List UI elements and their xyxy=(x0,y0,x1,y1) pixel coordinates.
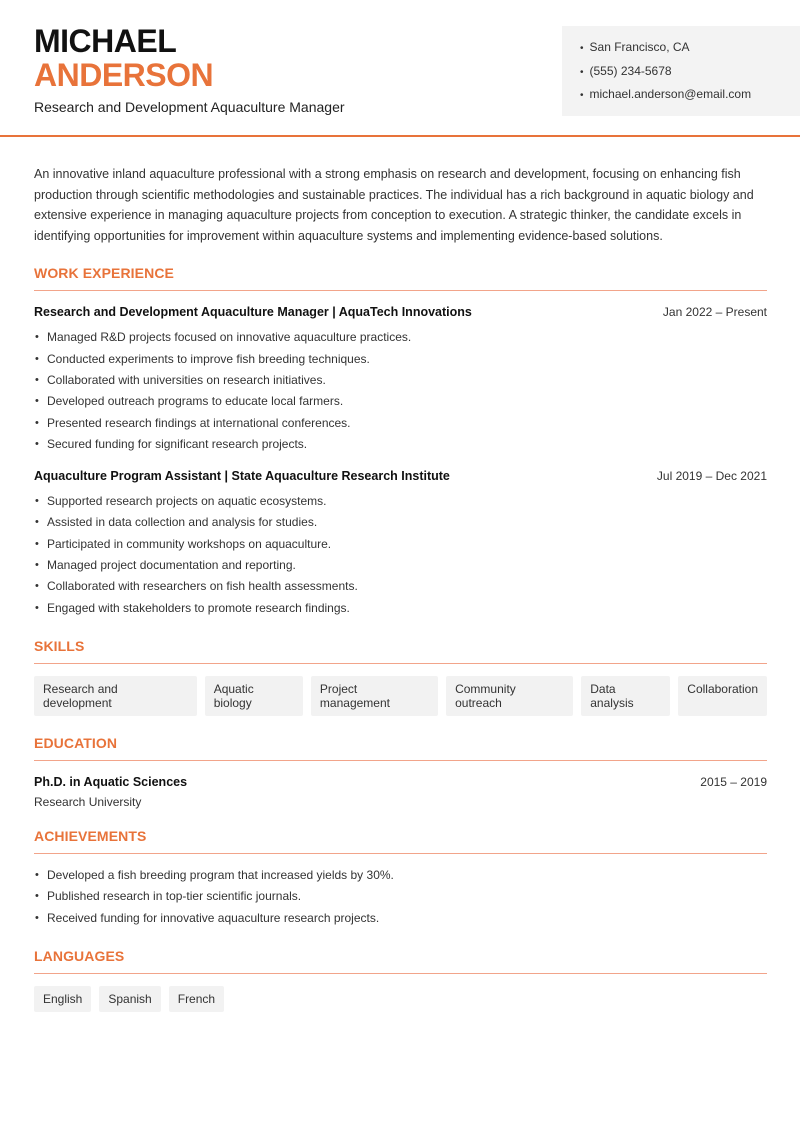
section-heading: WORK EXPERIENCE xyxy=(34,265,767,291)
bullet-item: • Assisted in data collection and analysis for studies. xyxy=(34,512,767,533)
skill-chip: Project management xyxy=(311,676,438,716)
bullet-item: • Secured funding for significant research projects. xyxy=(34,434,767,455)
language-chip: French xyxy=(169,986,224,1012)
bullet-item: • Engaged with stakeholders to promote research findings. xyxy=(34,598,767,619)
section-heading: SKILLS xyxy=(34,638,767,664)
job-entry xyxy=(34,468,767,619)
contact-phone: • (555) 234-5678 xyxy=(580,63,800,87)
skills-section xyxy=(34,638,767,716)
skill-chip: Data analysis xyxy=(581,676,670,716)
skill-chip: Collaboration xyxy=(678,676,767,716)
skill-chip: Aquatic biology xyxy=(205,676,303,716)
skill-chip: Research and development xyxy=(34,676,197,716)
bullet-item: • Supported research projects on aquatic ecosystems. xyxy=(34,491,767,512)
job-header xyxy=(34,468,767,484)
last-name: ANDERSON xyxy=(34,57,214,93)
achievement-item: • Received funding for innovative aquaculture research projects. xyxy=(34,908,767,929)
job-header xyxy=(34,304,767,320)
bullet-item: • Participated in community workshops on aquaculture. xyxy=(34,534,767,555)
achievement-item: • Published research in top-tier scientific journals. xyxy=(34,886,767,907)
work-experience-section xyxy=(34,265,767,619)
bullet-item: • Managed project documentation and reporting. xyxy=(34,555,767,576)
header-divider xyxy=(0,135,800,137)
job-entry xyxy=(34,304,767,455)
bullet-item: • Collaborated with universities on research initiatives. xyxy=(34,370,767,391)
contact-email: • michael.anderson@email.com xyxy=(580,86,800,110)
job-dates: Jul 2019 – Dec 2021 xyxy=(656,469,767,484)
bullet-item: • Conducted experiments to improve fish breeding techniques. xyxy=(34,349,767,370)
bullet-item: • Developed outreach programs to educate local farmers. xyxy=(34,391,767,412)
section-heading: LANGUAGES xyxy=(34,948,767,974)
achievements-section xyxy=(34,828,767,929)
job-title: Research and Development Aquaculture Manager | AquaTech Innovations xyxy=(34,305,472,320)
job-dates: Jan 2022 – Present xyxy=(662,305,767,320)
languages-section xyxy=(34,948,767,1012)
section-heading: EDUCATION xyxy=(34,735,767,761)
education-dates: 2015 – 2019 xyxy=(700,774,767,789)
skill-chip: Community outreach xyxy=(446,676,573,716)
achievement-item: • Developed a fish breeding program that increased yields by 30%. xyxy=(34,865,767,886)
job-bullets xyxy=(34,491,767,619)
school: Research University xyxy=(34,794,142,809)
first-name: MICHAEL xyxy=(34,23,177,59)
contact-box xyxy=(562,26,800,116)
summary: An innovative inland aquaculture professional with a strong emphasis on research and development, focusing on enhancing fish production through scientific methodologies and sustainable practices. The individual has a rich background in aquatic biology and extensive experience in managing aquaculture projects from conception to execution. A strategic thinker, the candidate excels in identifying opportunities for improvement within aquaculture systems and implementing evidence-based solutions. xyxy=(34,167,754,243)
language-chip: Spanish xyxy=(99,986,160,1012)
bullet-item: • Managed R&D projects focused on innovative aquaculture practices. xyxy=(34,327,767,348)
degree: Ph.D. in Aquatic Sciences xyxy=(34,774,188,789)
section-heading: ACHIEVEMENTS xyxy=(34,828,767,854)
bullet-item: • Collaborated with researchers on fish health assessments. xyxy=(34,576,767,597)
contact-location: • San Francisco, CA xyxy=(580,39,800,63)
bullet-item: • Presented research findings at international conferences. xyxy=(34,413,767,434)
job-bullets xyxy=(34,327,767,455)
job-title: Aquaculture Program Assistant | State Aquaculture Research Institute xyxy=(34,469,450,484)
education-section xyxy=(34,735,767,809)
language-chip: English xyxy=(34,986,91,1012)
job-title: Research and Development Aquaculture Manager xyxy=(34,99,345,115)
